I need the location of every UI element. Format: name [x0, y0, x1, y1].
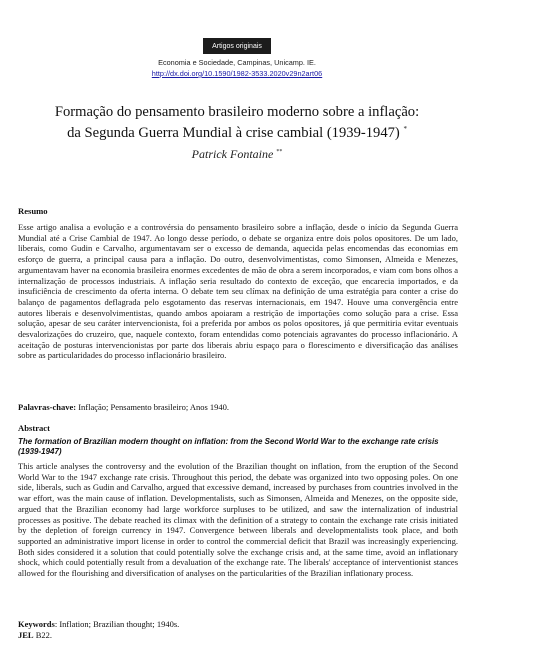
abstract-heading: Abstract: [18, 423, 50, 433]
jel-codes: [18, 630, 52, 640]
keywords-label: Keywords: [18, 619, 55, 629]
doi-link[interactable]: http://dx.doi.org/10.1590/1982-3533.2020v29n2art06: [151, 69, 323, 78]
resumo-text: Esse artigo analisa a evolução e a controvérsia do pensamento brasileiro sobre a inflação, desde o início da Segunda Guerra Mundial até a Crise Cambial de 1947. Ao longo desse período, o debate se organiza entre dois polos opositores. De um lado, liberais, como Gudin e Carvalho, argumentavam ser o excesso de demanda, aquecida pelas encomendas das economias em esforço de guerra, a principal causa para a inflação. Do outro, desenvolvimentistas, como Simonsen, Almeida e Menezes, argumentavam haver na economia brasileira enormes excedentes de mão de obra a serem incorporados, e viam com bons olhos a internalização de processos industriais. A inflação seria resultado do contexto de exceção, que encarecia importados, e da insuficiência de crescimento da oferta interna. O debate tem seu clímax na definição de uma estratégia para conter a crise do balanço de pagamentos deflagrada pelo esgotamento das reservas internacionais, em 1947. Houve uma convergência entre autores liberais e desenvolvimentistas, quando ambos apoiaram a restrição de importações como solução para a crise. Essa solução, apesar de seu caráter intervencionista, foi a preferida por ambos os polos opositores, já que permitiria evitar eventuais desvalorizações do cruzeiro, que, naquele contexto, foram entendidas como potenciais agravantes do processo inflacionário. A aceitação de posturas intervencionistas por parte dos liberais abriu espaço para o florescimento e diversificação das análises sobre as particularidades do processo inflacionário brasileiro.: [18, 222, 458, 361]
article-title-line2: [0, 121, 474, 142]
keywords-values: : Inflation; Brazilian thought; 1940s.: [54, 619, 180, 629]
english-title: The formation of Brazilian modern thought on inflation: from the Second World War to the exchange rate crisis (1939-1947): [18, 437, 439, 456]
journal-info: Economia e Sociedade, Campinas, Unicamp. IE.: [158, 58, 316, 67]
title-line2-text: da Segunda Guerra Mundial à crise cambial (1939-1947): [67, 124, 400, 141]
jel-label: JEL: [18, 630, 34, 640]
author-text: Patrick Fontaine: [191, 147, 274, 161]
jel-values: B22.: [33, 630, 53, 640]
title-footnote-mark[interactable]: *: [403, 125, 407, 133]
author-footnote-mark[interactable]: **: [276, 149, 283, 155]
keywords: [18, 619, 179, 629]
abstract-text: This article analyses the controversy and the evolution of the Brazilian thought on inflation, from the eruption of the Second World War to the 1947 exchange rate crisis. Throughout this period, the debate was organized into two opposing poles. On one side, liberals, such as Gudin and Carvalho, argued that excessive demand, increased by purchases from countries involved in the war effort, was the main cause of inflation. Developmentalists, such as Simonsen, Almeida and Menezes, on the opposite side, argued that the Brazilian economy had large workforce surpluses to be utilized, and saw the internalization of industrial processes as positive. The debate reached its climax with the definition of a strategy to contain the exchange rate crisis initiated by the depletion of foreign currency in 1947. Convergence between liberals and developmentalists took place, and both supported an administrative import license in order to control the commercial deficit that Brazil was increasingly experiencing. Both sides considered it a solution that could potentially solve the exchange crisis and, at the same time, avoid an inflationary shock, which could potentially result from a devaluation of the exchange rate. The liberals' acceptance of interventionist stances allowed for the flourishing and diversification of analyses on the particularities of the Brazilian inflationary process.: [18, 461, 458, 579]
palavras-chave-label: Palavras-chave:: [18, 402, 77, 412]
resumo-heading: Resumo: [18, 206, 48, 216]
section-badge: Artigos originais: [203, 38, 271, 54]
article-title-line1: Formação do pensamento brasileiro moderno sobre a inflação:: [54, 104, 420, 120]
palavras-chave: [18, 402, 229, 412]
author-name: [0, 147, 474, 162]
palavras-chave-values: Inflação; Pensamento brasileiro; Anos 1940.: [76, 402, 230, 412]
